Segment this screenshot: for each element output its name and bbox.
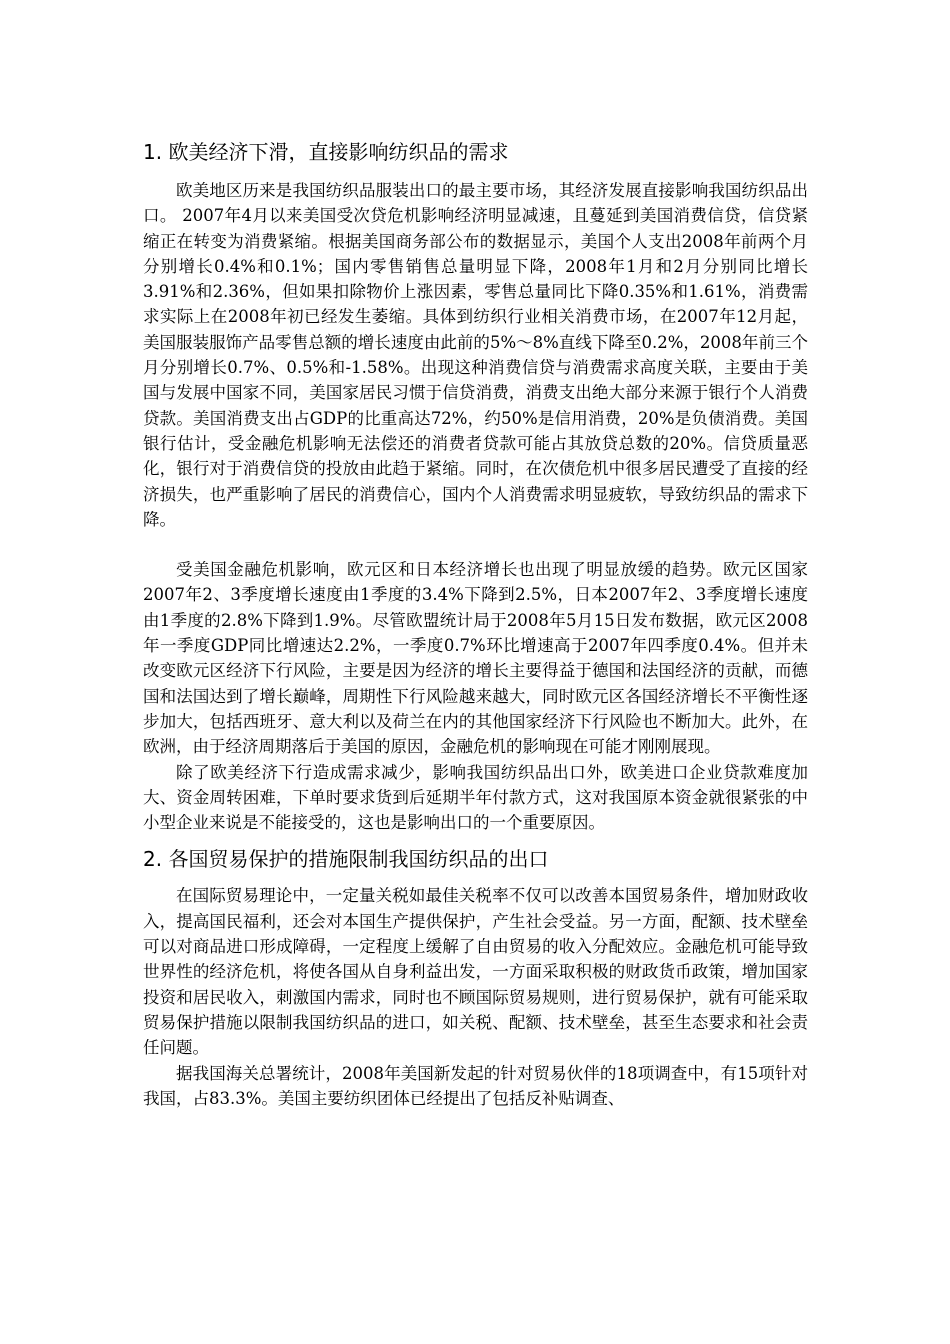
section-heading-2: 2. 各国贸易保护的措施限制我国纺织品的出口 [143,847,549,872]
section-heading-1: 1. 欧美经济下滑，直接影响纺织品的需求 [143,140,509,164]
paragraph-1-2: 受美国金融危机影响，欧元区和日本经济增长也出现了明显放缓的趋势。欧元区国家2007年2、3季度增长速度由1季度的3.4%下降到2.5%，日本2007年2、3季度增长速度由1季度的2.8%下降到1.9%。尽管欧盟统计局于2008年5月15日发布数据，欧元区2008年一季度GDP同比增速达2.2%，一季度0.7%环比增速高于2007年四季度0.4%。但并未改变欧元区经济下行风险，主要是因为经济的增长主要得益于德国和法国经济的贡献，而德国和法国达到了增长巅峰，周期性下行风险越来越大，同时欧元区各国经济增长不平衡性逐步加大，包括西班牙、意大利以及荷兰在内的其他国家经济下行风险也不断加大。此外，在欧洲，由于经济周期落后于美国的原因，金融危机的影响现在可能才刚刚展现。 [143,560,808,757]
paragraph-1-3: 除了欧美经济下行造成需求减少，影响我国纺织品出口外，欧美进口企业贷款难度加大、资金周转困难，下单时要求货到后延期半年付款方式，这对我国原本资金就很紧张的中小型企业来说是不能接受的，这也是影响出口的一个重要原因。 [143,762,808,833]
paragraph-2-2: 据我国海关总署统计，2008年美国新发起的针对贸易伙伴的18项调查中，有15项针对我国，占83.3%。美国主要纺织团体已经提出了包括反补贴调查、 [143,1063,808,1108]
document-body [143,138,808,1111]
paragraph-spacer [143,532,808,557]
paragraph-2-1: 在国际贸易理论中，一定量关税如最佳关税率不仅可以改善本国贸易条件，增加财政收入，提高国民福利，还会对本国生产提供保护，产生社会受益。另一方面，配额、技术壁垒可以对商品进口形成障碍，一定程度上缓解了自由贸易的收入分配效应。金融危机可能导致世界性的经济危机，将使各国从自身利益出发，一方面采取积极的财政货币政策，增加国家投资和居民收入，刺激国内需求，同时也不顾国际贸易规则，进行贸易保护，就有可能采取贸易保护措施以限制我国纺织品的进口，如关税、配额、技术壁垒，甚至生态要求和社会责任问题。 [143,886,808,1058]
paragraph-1-1: 欧美地区历来是我国纺织品服装出口的最主要市场，其经济发展直接影响我国纺织品出口。 2007年4月以来美国受次贷危机影响经济明显减速，且蔓延到美国消费信贷，信贷紧缩正在转变为消费紧缩。根据美国商务部公布的数据显示，美国个人支出2008年前两个月分别增长0.4%和0.1%；国内零售销售总量明显下降，2008年1月和2月分别同比增长3.91%和2.36%，但如果扣除物价上涨因素，零售总量同比下降0.35%和1.61%，消费需求实际上在2008年初已经发生萎缩。具体到纺织行业相关消费市场，在2007年12月起，美国服装服饰产品零售总额的增长速度由此前的5%～8%直线下降至0.2%，2008年前三个月分别增长0.7%、0.5%和-1.58%。出现这种消费信贷与消费需求高度关联，主要由于美国与发展中国家不同，美国家居民习惯于信贷消费，消费支出绝大部分来源于银行个人消费贷款。美国消费支出占GDP的比重高达72%，约50%是信用消费，20%是负债消费。美国银行估计，受金融危机影响无法偿还的消费者贷款可能占其放贷总数的20%。信贷质量恶化，银行对于消费信贷的投放由此趋于紧缩。同时，在次债危机中很多居民遭受了直接的经济损失，也严重影响了居民的消费信心，国内个人消费需求明显疲软，导致纺织品的需求下降。 [143,181,808,529]
